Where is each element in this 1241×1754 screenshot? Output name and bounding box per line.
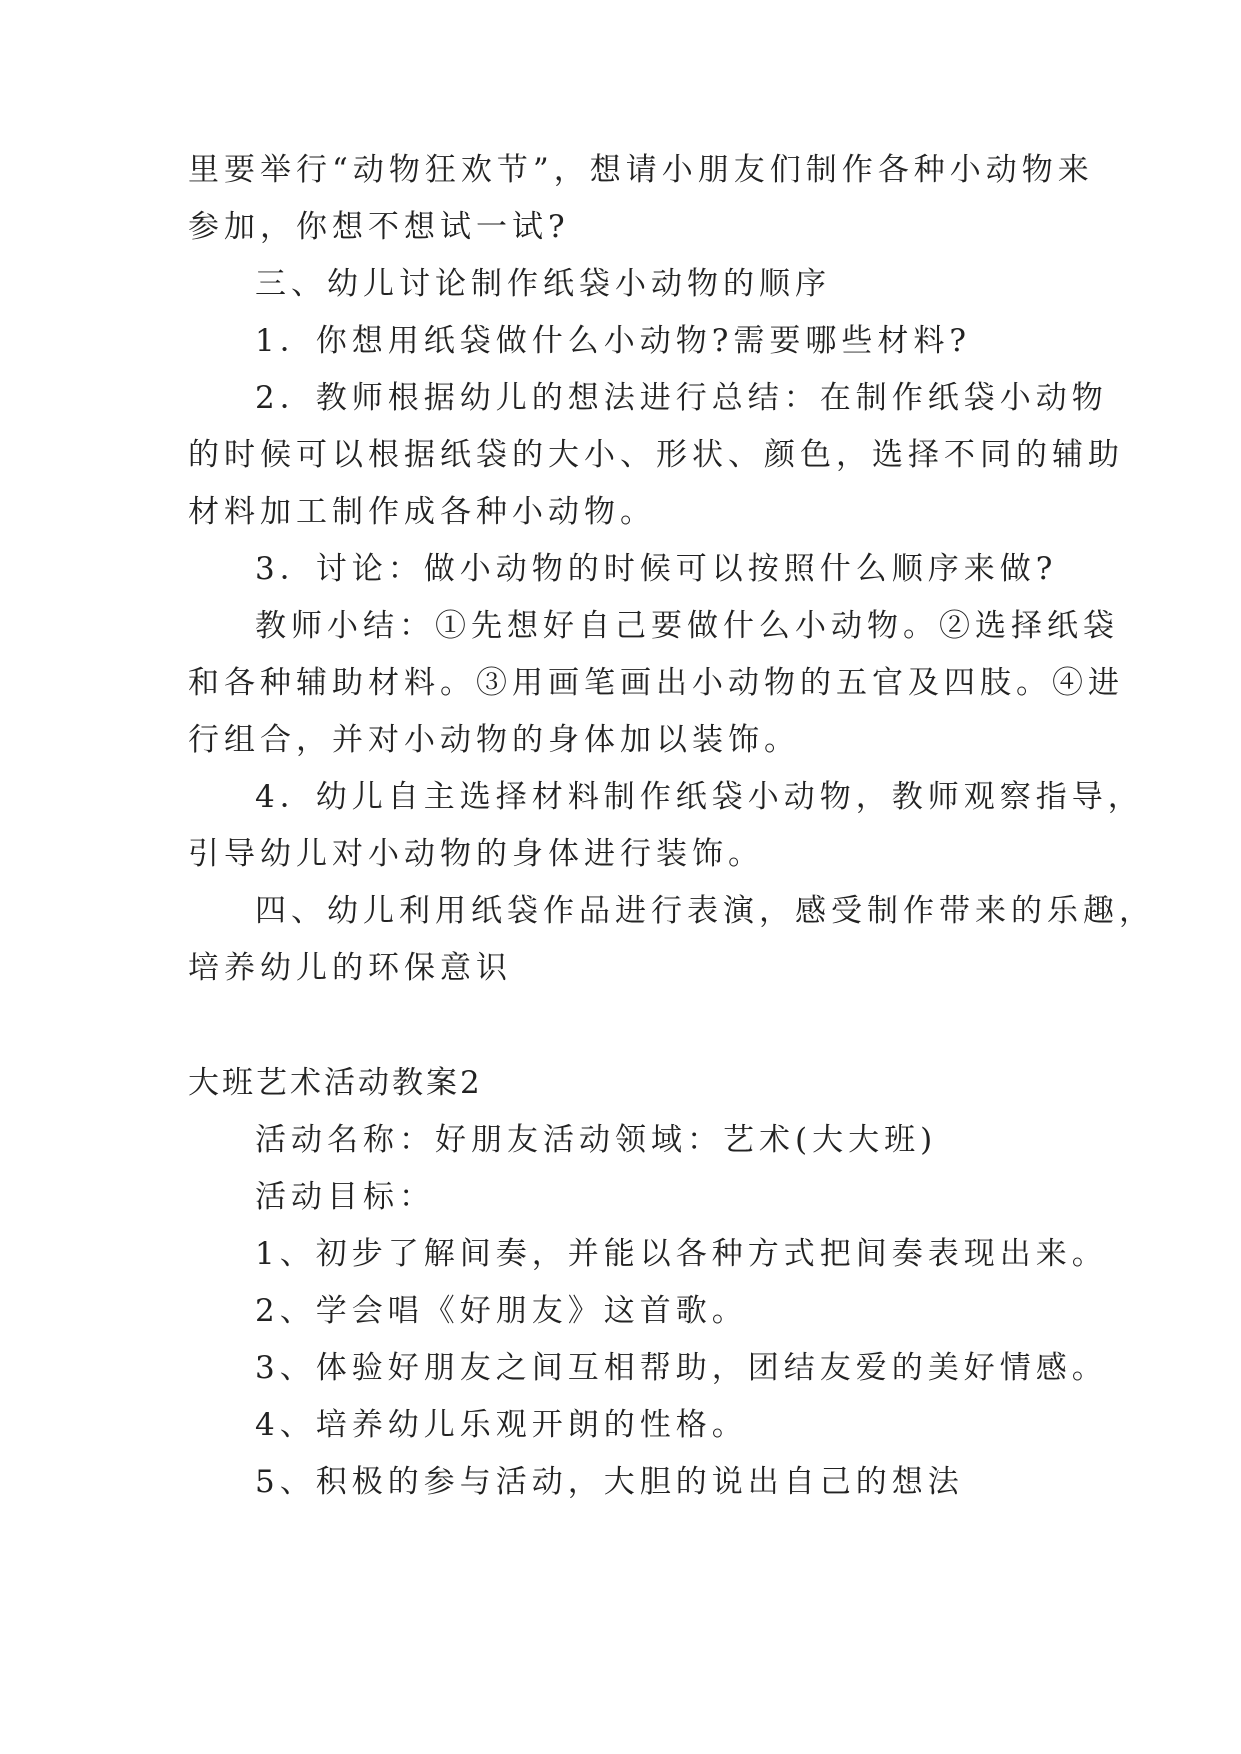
goal-item-5: 5、积极的参与活动，大胆的说出自己的想法	[255, 1464, 964, 1500]
activity-name: 活动名称：好朋友活动领域：艺术(大大班)	[255, 1122, 938, 1158]
goal-item-3: 3、体验好朋友之间互相帮助，团结友爱的美好情感。	[255, 1350, 1108, 1386]
teacher-summary: 教师小结：①先想好自己要做什么小动物。②选择纸袋	[255, 608, 1119, 644]
activity-goals-label: 活动目标：	[255, 1179, 435, 1215]
paragraph-line: 里要举行“动物狂欢节”，想请小朋友们制作各种小动物来	[188, 152, 1094, 188]
paragraph-line: 行组合，并对小动物的身体加以装饰。	[188, 722, 800, 758]
paragraph-line: 引导幼儿对小动物的身体进行装饰。	[188, 836, 764, 872]
lesson-title: 大班艺术活动教案2	[188, 1065, 483, 1101]
section-heading-4: 四、幼儿利用纸袋作品进行表演，感受制作带来的乐趣，	[255, 893, 1155, 929]
list-item-1: 1．你想用纸袋做什么小动物?需要哪些材料?	[255, 323, 971, 359]
list-item-3: 3．讨论：做小动物的时候可以按照什么顺序来做?	[255, 551, 1058, 587]
list-item-4: 4．幼儿自主选择材料制作纸袋小动物，教师观察指导，	[255, 779, 1144, 815]
goal-item-4: 4、培养幼儿乐观开朗的性格。	[255, 1407, 748, 1443]
section-heading-3: 三、幼儿讨论制作纸袋小动物的顺序	[255, 266, 831, 302]
paragraph-line: 和各种辅助材料。③用画笔画出小动物的五官及四肢。④进	[188, 665, 1124, 701]
paragraph-line: 参加，你想不想试一试?	[188, 209, 570, 245]
goal-item-2: 2、学会唱《好朋友》这首歌。	[255, 1293, 748, 1329]
paragraph-line: 培养幼儿的环保意识	[188, 950, 512, 986]
goal-item-1: 1、初步了解间奏，并能以各种方式把间奏表现出来。	[255, 1236, 1108, 1272]
list-item-2: 2．教师根据幼儿的想法进行总结：在制作纸袋小动物	[255, 380, 1108, 416]
paragraph-line: 材料加工制作成各种小动物。	[188, 494, 656, 530]
paragraph-line: 的时候可以根据纸袋的大小、形状、颜色，选择不同的辅助	[188, 437, 1124, 473]
